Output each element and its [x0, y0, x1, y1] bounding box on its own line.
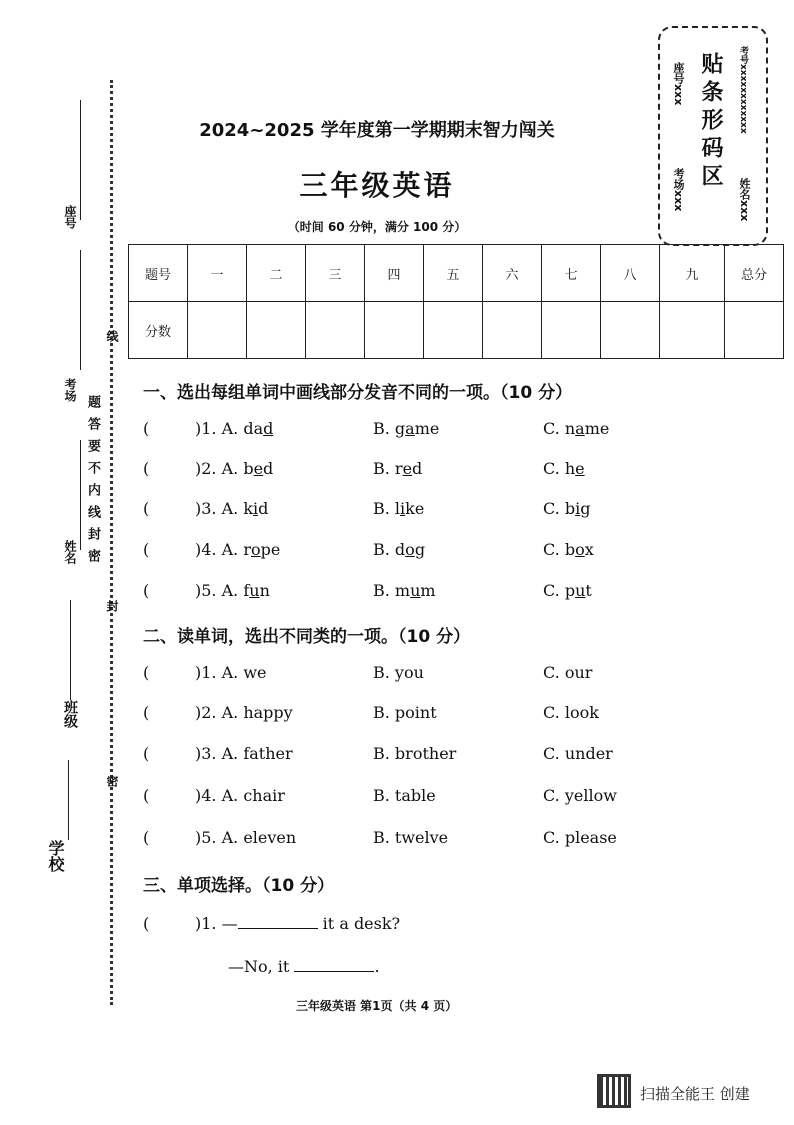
answer-text: .: [374, 957, 380, 976]
score-table-score-row: [129, 302, 784, 359]
option-a-text: r: [243, 540, 251, 559]
answer-paren[interactable]: (: [143, 581, 150, 600]
section3-title: 三、单项选择。（10 分）: [143, 876, 335, 896]
exam-time-info: （时间 60 分钟，满分 100 分）: [287, 220, 467, 234]
option-b-underlined: e: [402, 459, 413, 478]
answer-paren[interactable]: (: [143, 786, 150, 805]
line-mark: 线: [105, 330, 119, 342]
answer-paren[interactable]: (: [143, 914, 150, 933]
score-table-col: 八: [601, 245, 660, 302]
question-number: )1. A.: [195, 419, 244, 438]
page-footer: 三年级英语 第1页（共 4 页）: [296, 999, 458, 1013]
option-b-text: d: [412, 459, 423, 478]
option-c-text: C. b: [543, 499, 576, 518]
option-a-underlined: e: [253, 459, 264, 478]
question-number: )3. A.: [195, 499, 244, 518]
question-number: )4. A.: [195, 540, 244, 559]
option-c: C. look: [543, 703, 599, 722]
option-c-text: x: [584, 540, 594, 559]
option-b-text: B. d: [373, 540, 406, 559]
option-a-text: f: [243, 581, 250, 600]
section2-title: 二、读单词，选出不同类的一项。（10 分）: [143, 627, 471, 647]
score-table-col: 一: [188, 245, 247, 302]
option-a-text: pe: [260, 540, 281, 559]
score-cell[interactable]: [188, 302, 247, 359]
option-a-text: d: [263, 459, 274, 478]
qr-code-icon: [597, 1074, 631, 1108]
score-table-header-row: [129, 245, 784, 302]
section3-question: [143, 914, 743, 938]
class-underline: [70, 600, 71, 700]
answer-paren[interactable]: (: [143, 703, 150, 722]
option-a-underlined: d: [263, 419, 274, 438]
seal-mark: 封: [105, 600, 119, 612]
option-c: C. yellow: [543, 786, 617, 805]
option-a-text: k: [243, 499, 254, 518]
answer-text: —No, it: [228, 957, 295, 976]
section1-question: [143, 459, 743, 483]
option-c-text: C. h: [543, 459, 576, 478]
answer-paren[interactable]: (: [143, 828, 150, 847]
option-b: B. brother: [373, 744, 457, 763]
section2-question: [143, 703, 743, 727]
barcode-seat-label: 座号xxx: [672, 62, 685, 106]
option-b-underlined: i: [400, 499, 406, 518]
option-c-text: C. p: [543, 581, 576, 600]
room-label: 考场: [63, 378, 77, 402]
option-b-text: B. l: [373, 499, 401, 518]
score-table-col: 七: [542, 245, 601, 302]
option-a: )2. A. happy: [195, 703, 293, 722]
option-c-underlined: a: [575, 419, 585, 438]
option-a-underlined: o: [250, 540, 261, 559]
school-underline: [68, 760, 69, 840]
score-cell[interactable]: [306, 302, 365, 359]
option-c-text: C. n: [543, 419, 576, 438]
score-table-col: 三: [306, 245, 365, 302]
section2-question: [143, 828, 743, 852]
answer-paren[interactable]: (: [143, 499, 150, 518]
score-table-col: 总分: [725, 245, 784, 302]
option-a-text: n: [259, 581, 270, 600]
exam-year-title: 2024~2025 学年度第一学期期末智力闯关: [199, 120, 555, 141]
answer-paren[interactable]: (: [143, 419, 150, 438]
section1-title: 一、选出每组单词中画线部分发音不同的一项。（10 分）: [143, 383, 573, 403]
option-b-text: B. g: [373, 419, 406, 438]
score-cell[interactable]: [424, 302, 483, 359]
question-number: )2. A.: [195, 459, 244, 478]
option-a-underlined: i: [253, 499, 259, 518]
answer-paren[interactable]: (: [143, 540, 150, 559]
option-c-text: C. b: [543, 540, 576, 559]
barcode-name-label: 姓名xxx: [738, 178, 751, 222]
option-c: C. please: [543, 828, 617, 847]
score-table-row-label: 题号: [129, 245, 188, 302]
barcode-room-label: 考场xxx: [672, 168, 685, 212]
score-cell[interactable]: [247, 302, 306, 359]
option-c-underlined: e: [575, 459, 585, 478]
section1-question: [143, 581, 743, 605]
score-cell[interactable]: [601, 302, 660, 359]
option-b-underlined: a: [405, 419, 415, 438]
option-a: )1. A. we: [195, 663, 267, 682]
fill-blank[interactable]: [294, 957, 374, 972]
option-a: )5. A. eleven: [195, 828, 297, 847]
exam-subject-title: 三年级英语: [299, 169, 455, 202]
score-cell[interactable]: [483, 302, 542, 359]
option-c: C. our: [543, 663, 593, 682]
section2-question: [143, 786, 743, 810]
question-number: )1. —: [195, 914, 238, 933]
option-a-text: da: [243, 419, 264, 438]
option-b: B. table: [373, 786, 436, 805]
option-b: B. twelve: [373, 828, 449, 847]
section3-answer-line: [228, 957, 794, 981]
option-b: B. point: [373, 703, 437, 722]
score-table: [128, 244, 784, 359]
room-underline: [80, 250, 81, 370]
option-b-text: B. r: [373, 459, 403, 478]
option-a-underlined: u: [249, 581, 260, 600]
option-c-text: t: [585, 581, 592, 600]
option-c-underlined: u: [575, 581, 586, 600]
option-a-text: d: [258, 499, 269, 518]
section2-question: [143, 663, 743, 687]
class-label: 班级: [62, 700, 78, 728]
option-a: )4. A. chair: [195, 786, 285, 805]
option-b-text: m: [420, 581, 436, 600]
name-underline: [80, 440, 81, 550]
barcode-exam-no-label: 考号xxxxxxxxxxxx: [738, 46, 748, 134]
option-a-text: b: [243, 459, 254, 478]
option-b-underlined: u: [410, 581, 421, 600]
name-label: 姓名: [63, 540, 77, 564]
option-c-text: g: [580, 499, 591, 518]
option-b-text: B. m: [373, 581, 411, 600]
option-c: C. under: [543, 744, 613, 763]
secret-mark: 密: [105, 775, 119, 787]
answer-paren[interactable]: (: [143, 459, 150, 478]
score-cell[interactable]: [725, 302, 784, 359]
school-label: 学校: [46, 840, 65, 872]
option-b-underlined: o: [405, 540, 415, 559]
seat-label: 座号: [63, 205, 77, 229]
question-number: )5. A.: [195, 581, 244, 600]
score-cell[interactable]: [660, 302, 725, 359]
score-table-row-label: 分数: [129, 302, 188, 359]
option-c-underlined: o: [575, 540, 585, 559]
score-cell[interactable]: [542, 302, 601, 359]
section1-question: [143, 419, 743, 443]
barcode-main-label: 贴条形码区: [698, 52, 724, 192]
score-table-col: 二: [247, 245, 306, 302]
line-warning: 题答要不内线封密: [85, 395, 100, 571]
scanner-watermark: 扫描全能王 创建: [640, 1085, 750, 1103]
answer-paren[interactable]: (: [143, 663, 150, 682]
option-b-text: me: [414, 419, 440, 438]
score-table-col: 五: [424, 245, 483, 302]
score-table-col: 九: [660, 245, 725, 302]
score-table-col: 四: [365, 245, 424, 302]
section2-question: [143, 744, 743, 768]
option-b-text: g: [414, 540, 426, 559]
fill-blank[interactable]: [238, 914, 318, 929]
option-b-text: ke: [405, 499, 425, 518]
section1-question: [143, 499, 743, 523]
score-cell[interactable]: [365, 302, 424, 359]
option-c-underlined: i: [575, 499, 581, 518]
score-table-col: 六: [483, 245, 542, 302]
question-text: it a desk?: [317, 914, 401, 933]
option-a: )3. A. father: [195, 744, 293, 763]
answer-paren[interactable]: (: [143, 744, 150, 763]
section1-question: [143, 540, 743, 564]
option-c-text: me: [584, 419, 610, 438]
option-b: B. you: [373, 663, 424, 682]
